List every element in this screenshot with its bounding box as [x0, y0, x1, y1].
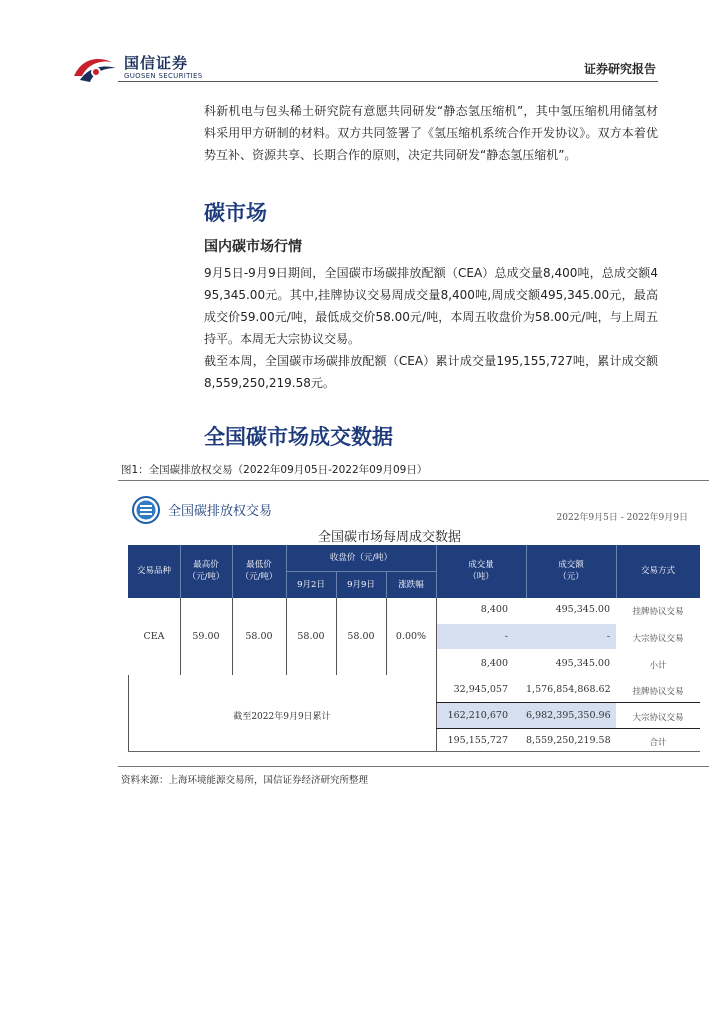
cea-close-sep9: 58.00: [347, 631, 375, 642]
main-content: [204, 100, 658, 452]
cumulative-bulk-turnover: 6,982,395,350.96: [526, 710, 611, 721]
intro-paragraph: 科新机电与包头稀土研究院有意愿共同研发“静态氢压缩机”，其中氢压缩机用储氢材料采用甲方研制的材料。双方共同签署了《氢压缩机系统合作开发协议》。双方本着优势互补、资源共享、长期合作的原则，决定共同研发“静态氢压缩机”。: [204, 104, 658, 162]
weekly-subtotal-mode: 小计: [649, 661, 667, 671]
cea-product: CEA: [143, 631, 165, 642]
cea-close-sep2: 58.00: [297, 631, 325, 642]
cumulative-bulk-bottom-rule: [436, 728, 700, 729]
figure-bottom-rule: [118, 766, 709, 767]
figure-title: 图1：全国碳排放权交易（2022年09月05日-2022年09月09日）: [121, 464, 428, 476]
exchange-name: 全国碳排放权交易: [168, 504, 273, 519]
weekly-listed-mode: 挂牌协议交易: [632, 607, 684, 617]
cumulative-label: 截至2022年9月9日累计: [233, 712, 331, 722]
header-divider-line: [286, 571, 436, 572]
cumulative-bulk-mode: 大宗协议交易: [632, 713, 684, 723]
header-turnover: 成交额 （元）: [558, 560, 584, 582]
carbon-paragraph-cumulative: 截至本周，全国碳市场碳排放配额（CEA）累计成交量195,155,727吨，累计成交额8,559,250,219.58元。: [204, 354, 658, 390]
header-close-sep9: 9月9日: [347, 580, 375, 590]
cumulative-total-mode: 合计: [649, 738, 667, 748]
figure-top-rule: [118, 480, 709, 481]
weekly-bulk-volume: -: [504, 631, 508, 642]
table-bottom-rule: [128, 751, 700, 752]
subsection-title-domestic-carbon: 国内碳市场行情: [204, 239, 302, 255]
cumulative-listed-volume: 32,945,057: [453, 684, 508, 695]
table-date-range: 2022年9月5日 - 2022年9月9日: [556, 513, 688, 523]
logo-english-name: GUOSEN SECURITIES: [124, 72, 203, 80]
cea-low-price: 58.00: [245, 631, 273, 642]
cea-high-price: 59.00: [192, 631, 220, 642]
header-change: 涨跌幅: [398, 580, 424, 590]
header-product: 交易品种: [136, 566, 171, 576]
exchange-logo-icon: [132, 496, 160, 524]
section-title-carbon-market: 碳市场: [204, 201, 267, 225]
logo-chinese-name: 国信证券: [124, 54, 189, 72]
header-close-price-group: 收盘价（元/吨）: [329, 553, 393, 563]
header-trade-mode: 交易方式: [640, 566, 675, 576]
header-divider: [118, 81, 658, 82]
section-title-trading-data: 全国碳市场成交数据: [204, 425, 393, 449]
cumulative-listed-turnover: 1,576,854,868.62: [526, 684, 611, 695]
guosen-logo-icon: [72, 54, 118, 84]
header-close-sep2: 9月2日: [297, 580, 325, 590]
header-low-price: 最低价 （元/吨）: [240, 560, 278, 582]
header-high-price: 最高价 （元/吨）: [187, 560, 225, 582]
cumulative-listed-mode: 挂牌协议交易: [632, 687, 684, 697]
weekly-subtotal-turnover: 495,345.00: [555, 658, 610, 669]
carbon-paragraph-weekly: 9月5日-9月9日期间，全国碳市场碳排放配额（CEA）总成交量8,400吨，总成交额495,345.00元。其中,挂牌协议交易周成交量8,400吨,周成交额495,345.00元，最高成交价59.00元/吨，最低成交价58.00元/吨，本周五收盘价为58.00元/吨，与上周五持平。本周无大宗协议交易。: [204, 266, 658, 346]
weekly-subtotal-volume: 8,400: [480, 658, 508, 669]
weekly-listed-turnover: 495,345.00: [555, 604, 610, 615]
weekly-listed-volume: 8,400: [480, 604, 508, 615]
weekly-bulk-mode: 大宗协议交易: [632, 634, 684, 644]
weekly-bulk-turnover: -: [606, 631, 610, 642]
cumulative-bulk-volume: 162,210,670: [447, 710, 508, 721]
figure-source: 资料来源：上海环境能源交易所，国信证券经济研究所整理: [121, 775, 369, 786]
cumulative-bulk-top-rule: [436, 702, 700, 703]
cumulative-total-volume: 195,155,727: [447, 735, 508, 746]
header-volume: 成交量 （吨）: [468, 560, 494, 582]
weekly-trading-table: [128, 545, 700, 752]
report-type-label: 证券研究报告: [583, 62, 656, 76]
table-title: 全国碳市场每周成交数据: [318, 530, 462, 545]
page-header: [0, 0, 724, 90]
cea-change: 0.00%: [395, 631, 427, 642]
cumulative-total-turnover: 8,559,250,219.58: [526, 735, 611, 746]
